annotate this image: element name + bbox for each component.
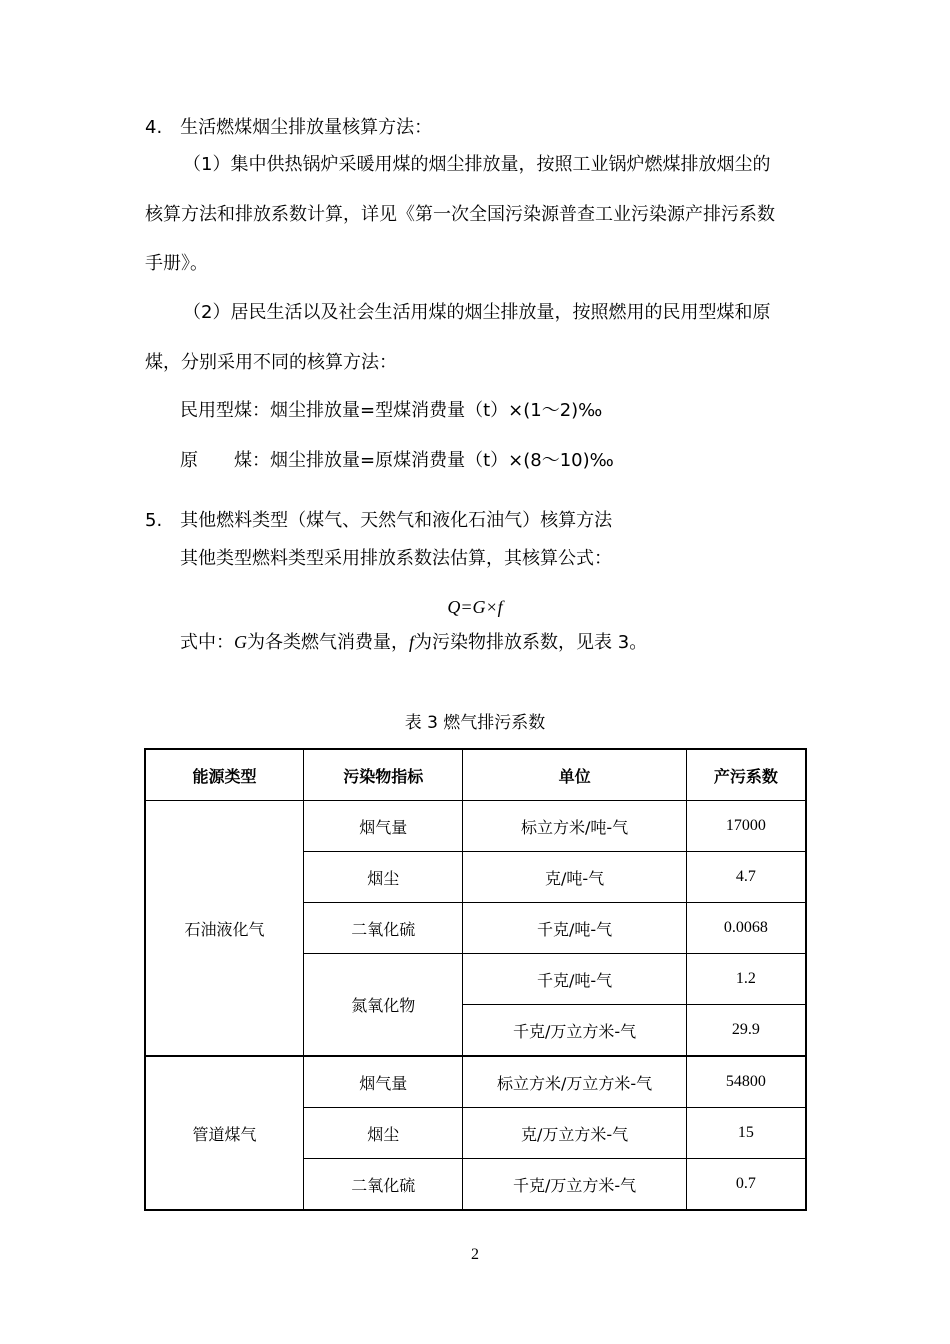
pollutant-cell: 烟气量	[303, 1056, 462, 1108]
unit-cell: 千克/万立方米-气	[463, 1005, 686, 1057]
unit-cell: 千克/万立方米-气	[463, 1159, 686, 1211]
variable-g: G	[234, 632, 247, 652]
value-cell: 4.7	[686, 852, 806, 903]
table-caption: 表 3 燃气排污系数	[404, 713, 546, 733]
pollutant-cell: 烟尘	[303, 1108, 462, 1159]
energy-cell-lpg: 石油液化气	[145, 801, 303, 1057]
unit-cell: 克/万立方米-气	[463, 1108, 686, 1159]
formula-note-suffix: 为污染物排放系数，见表 3。	[414, 632, 648, 653]
unit-cell: 标立方米/万立方米-气	[463, 1056, 686, 1108]
pollutant-cell: 二氧化硫	[303, 903, 462, 954]
pollutant-cell: 烟气量	[303, 801, 462, 852]
value-cell: 54800	[686, 1056, 806, 1108]
section-4-item-2-line-1: （2）居民生活以及社会生活用煤的烟尘排放量，按照燃用的民用型煤和原	[183, 302, 771, 323]
unit-cell: 千克/吨-气	[463, 903, 686, 954]
pollutant-cell: 氮氧化物	[303, 954, 462, 1057]
header-pollutant: 污染物指标	[303, 749, 462, 801]
value-cell: 0.7	[686, 1159, 806, 1211]
section-4-item-1-line-3: 手册》。	[145, 253, 208, 274]
unit-cell: 千克/吨-气	[463, 954, 686, 1005]
variable-f: f	[409, 632, 415, 652]
header-energy-type: 能源类型	[145, 749, 303, 801]
section-4-item-2-line-2: 煤，分别采用不同的核算方法：	[145, 352, 397, 373]
formula-note-mid: 为各类燃气消费量，	[247, 632, 409, 653]
formula-briquette: 民用型煤：烟尘排放量=型煤消费量（t）×(1～2)‰	[180, 400, 603, 421]
section-4-item-1-line-2: 核算方法和排放系数计算，详见《第一次全国污染源普查工业污染源产排污系数	[145, 204, 775, 225]
energy-cell-pipeline-gas: 管道煤气	[145, 1056, 303, 1210]
formula-raw-coal: 原 煤：烟尘排放量=原煤消费量（t）×(8～10)‰	[180, 450, 614, 471]
section-5-intro: 其他类型燃料类型采用排放系数法估算，其核算公式：	[180, 548, 612, 569]
unit-cell: 克/吨-气	[463, 852, 686, 903]
value-cell: 0.0068	[686, 903, 806, 954]
value-cell: 29.9	[686, 1005, 806, 1057]
value-cell: 15	[686, 1108, 806, 1159]
section-4-item-1-line-1: （1）集中供热锅炉采暖用煤的烟尘排放量，按照工业锅炉燃煤排放烟尘的	[183, 154, 771, 175]
section-5-heading: 5. 其他燃料类型（煤气、天然气和液化石油气）核算方法	[145, 510, 613, 531]
formula-note	[180, 630, 647, 655]
formula-q: Q=G×f	[447, 597, 503, 617]
header-coefficient: 产污系数	[686, 749, 806, 801]
header-unit: 单位	[463, 749, 686, 801]
table-row	[145, 1056, 806, 1108]
value-cell: 17000	[686, 801, 806, 852]
page-number: 2	[471, 1246, 479, 1263]
table-header-row	[145, 749, 806, 801]
unit-cell: 标立方米/吨-气	[463, 801, 686, 852]
gas-emission-table	[144, 748, 807, 1211]
section-4-heading: 4. 生活燃煤烟尘排放量核算方法：	[145, 117, 433, 138]
table-row	[145, 801, 806, 852]
formula-note-prefix: 式中：	[180, 632, 234, 653]
value-cell: 1.2	[686, 954, 806, 1005]
pollutant-cell: 二氧化硫	[303, 1159, 462, 1211]
pollutant-cell: 烟尘	[303, 852, 462, 903]
